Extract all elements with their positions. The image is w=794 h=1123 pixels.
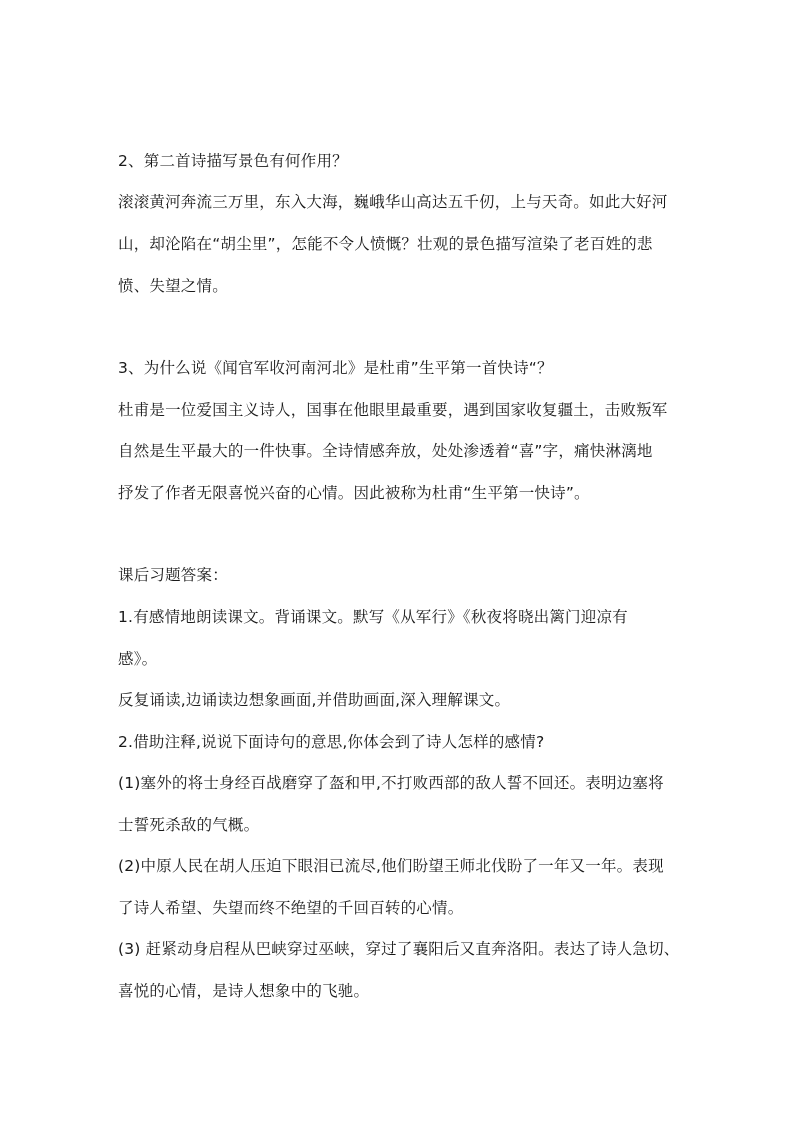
sub-answer-1-line-2: 士誓死杀敌的气概。	[118, 816, 260, 834]
answer-2-line-3: 愤、失望之情。	[118, 277, 228, 295]
answer-2-line-2: 山，却沦陷在“胡尘里”，怎能不令人愤慨？壮观的景色描写渲染了老百姓的悲	[118, 235, 653, 253]
sub-answer-3-line-2: 喜悦的心情，是诗人想象中的飞驰。	[118, 982, 370, 1000]
sub-answer-1-line-1: (1)塞外的将士身经百战磨穿了盔和甲,不打败西部的敌人誓不回还。表明边塞将	[118, 774, 664, 792]
answer-3-line-2: 自然是生平最大的一件快事。全诗情感奔放，处处渗透着“喜”字，痛快淋漓地	[118, 442, 653, 460]
homework-item-1-line-2: 感》。	[118, 650, 158, 668]
answer-2-line-1: 滚滚黄河奔流三万里，东入大海，巍峨华山高达五千仞，上与天奇。如此大好河	[118, 193, 668, 211]
question-2: 2、第二首诗描写景色有何作用？	[118, 152, 348, 170]
answer-3-line-3: 抒发了作者无限喜悦兴奋的心情。因此被称为杜甫“生平第一快诗”。	[118, 484, 590, 502]
homework-heading: 课后习题答案：	[118, 566, 228, 584]
sub-answer-3-line-1: (3) 赶紧动身启程从巴峡穿过巫峡，穿过了襄阳后又直奔洛阳。表达了诗人急切、	[118, 940, 680, 958]
question-3: 3、为什么说《闻官军收河南河北》是杜甫”生平第一首快诗“？	[118, 359, 553, 377]
homework-item-1-line-1: 1.有感情地朗读课文。背诵课文。默写《从军行》《秋夜将晓出篱门迎凉有	[118, 608, 628, 626]
sub-answer-2-line-2: 了诗人希望、失望而终不绝望的千回百转的心情。	[118, 899, 464, 917]
sub-answer-2-line-1: (2)中原人民在胡人压迫下眼泪已流尽,他们盼望王师北伐盼了一年又一年。表现	[118, 857, 664, 875]
answer-3-line-1: 杜甫是一位爱国主义诗人，国事在他眼里最重要，遇到国家收复疆土，击败叛军	[118, 401, 668, 419]
homework-item-1-answer: 反复诵读,边诵读边想象画面,并借助画面,深入理解课文。	[118, 691, 511, 709]
homework-item-2-question: 2.借助注释,说说下面诗句的意思,你体会到了诗人怎样的感情?	[118, 733, 545, 751]
